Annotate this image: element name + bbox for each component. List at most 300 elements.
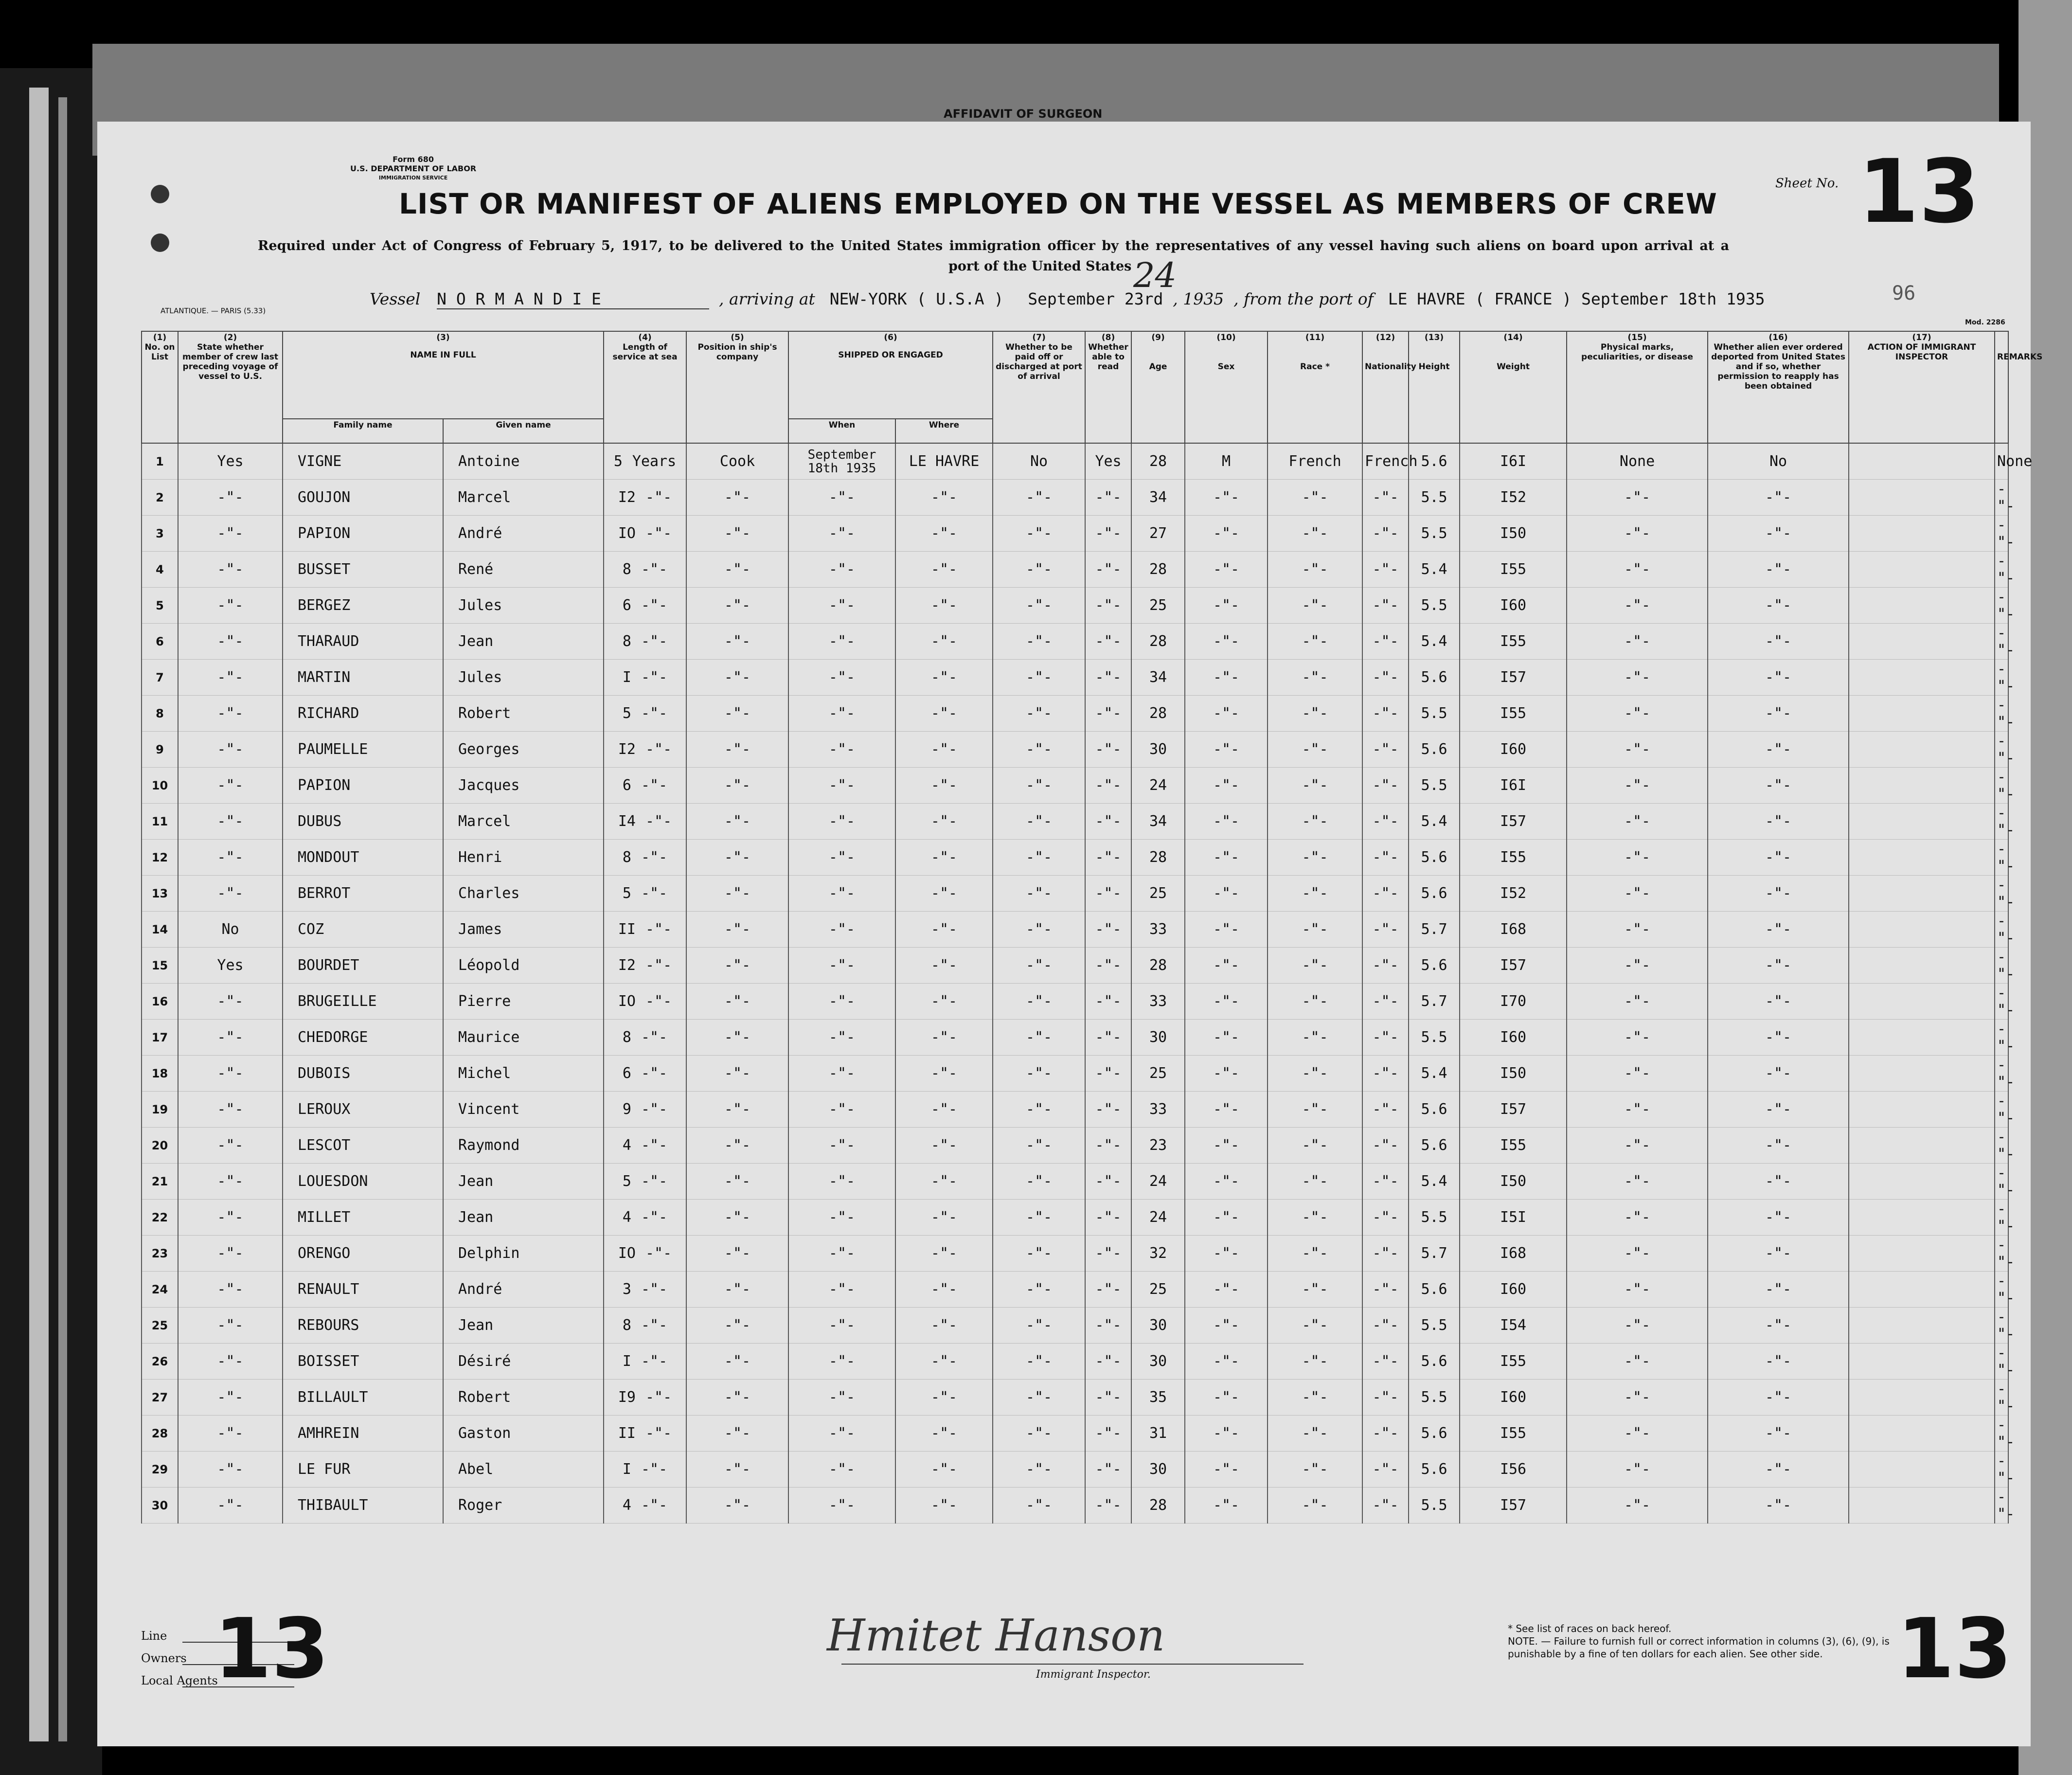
deported-cell: -"- [1708,1488,1849,1524]
age-cell: 25 [1131,1056,1185,1092]
nationality-cell: -"- [1362,660,1409,696]
previous-voyage-cell: Yes [178,948,283,984]
service-unit: -"- [641,1065,668,1082]
given-name-cell: Roger [443,1488,604,1524]
weight-cell: I55 [1460,624,1567,660]
service-unit: -"- [641,1497,668,1514]
family-name-cell: PAPION [283,516,443,552]
table-row [142,1380,2008,1416]
deported-cell: -"- [1708,948,1849,984]
shipped-where-cell: -"- [895,660,993,696]
service-unit: -"- [645,489,672,506]
height-cell: 5.6 [1409,1272,1460,1308]
service-years: I9 [618,1389,636,1406]
weight-cell: I52 [1460,876,1567,912]
age-cell: 23 [1131,1128,1185,1164]
deported-cell: -"- [1708,912,1849,948]
service-unit: -"- [645,1425,672,1442]
deported-cell: -"- [1708,552,1849,588]
age-cell: 34 [1131,480,1185,516]
arriving-port: NEW-YORK ( U.S.A ) [829,289,1004,308]
inspector-action-cell [1849,1056,1995,1092]
given-name-cell: Robert [443,696,604,732]
arrival-date: September 23rd [1028,289,1163,308]
service-unit: -"- [641,777,668,794]
given-name-cell: Antoine [443,443,604,480]
given-name-cell: James [443,912,604,948]
table-row [142,1344,2008,1380]
service-unit: -"- [641,1317,668,1334]
shipped-when-cell: -"- [788,660,895,696]
age-cell: 24 [1131,1164,1185,1200]
given-name-cell: Jean [443,624,604,660]
service-unit: -"- [645,1389,672,1406]
service-cell [604,1308,686,1344]
col-shipped-header: (6) SHIPPED OR ENGAGED [788,331,993,419]
remarks-cell: -"- [1995,1020,2008,1056]
race-cell: -"- [1268,588,1362,624]
able-to-read-cell: -"- [1085,1200,1131,1236]
position-cell: -"- [686,1272,788,1308]
position-cell: -"- [686,732,788,768]
paid-off-cell: -"- [993,912,1085,948]
able-to-read-cell: -"- [1085,480,1131,516]
race-cell: -"- [1268,1164,1362,1200]
given-name-cell: André [443,1272,604,1308]
age-cell: 33 [1131,912,1185,948]
nationality-cell: -"- [1362,948,1409,984]
signature-rule [841,1664,1304,1665]
previous-voyage-cell: -"- [178,660,283,696]
deported-cell: -"- [1708,588,1849,624]
shipped-when-cell: -"- [788,1200,895,1236]
row-number: 5 [142,588,178,624]
physical-marks-cell: -"- [1567,516,1708,552]
race-cell: -"- [1268,1092,1362,1128]
service-years: 4 [622,1497,631,1514]
deported-cell: -"- [1708,984,1849,1020]
shipped-when-cell: -"- [788,984,895,1020]
nationality-cell: -"- [1362,480,1409,516]
service-cell [604,804,686,840]
race-cell: -"- [1268,1452,1362,1488]
nationality-cell: -"- [1362,1308,1409,1344]
sex-cell: -"- [1185,1344,1268,1380]
service-years: I [622,1353,631,1370]
height-cell: 5.5 [1409,516,1460,552]
remarks-cell: -"- [1995,1128,2008,1164]
family-name-cell: MARTIN [283,660,443,696]
able-to-read-cell: -"- [1085,948,1131,984]
service-unit: -"- [641,669,668,686]
previous-voyage-cell: -"- [178,552,283,588]
service-years: IO [618,525,636,542]
remarks-cell: -"- [1995,876,2008,912]
position-cell: -"- [686,516,788,552]
paid-off-cell: -"- [993,732,1085,768]
service-cell [604,984,686,1020]
service-years: 8 [622,561,631,578]
position-cell: -"- [686,876,788,912]
family-name-cell: RICHARD [283,696,443,732]
age-cell: 28 [1131,443,1185,480]
family-name-cell: THARAUD [283,624,443,660]
document-title: LIST OR MANIFEST OF ALIENS EMPLOYED ON THE VESSEL AS MEMBERS OF CREW [399,187,1717,220]
previous-voyage-cell: -"- [178,1164,283,1200]
inspector-action-cell [1849,912,1995,948]
table-row [142,1056,2008,1092]
table-row [142,1416,2008,1452]
nationality-cell: -"- [1362,1128,1409,1164]
service-unit: -"- [641,1461,668,1478]
position-cell: -"- [686,1020,788,1056]
crew-table [141,331,2043,1524]
weight-cell: I56 [1460,1452,1567,1488]
race-cell: -"- [1268,840,1362,876]
height-cell: 5.7 [1409,912,1460,948]
able-to-read-cell: -"- [1085,732,1131,768]
age-cell: 35 [1131,1380,1185,1416]
deported-cell: -"- [1708,1128,1849,1164]
service-unit: -"- [641,1137,668,1154]
previous-voyage-cell: -"- [178,588,283,624]
previous-voyage-cell: -"- [178,1272,283,1308]
nationality-cell: -"- [1362,552,1409,588]
col-read-header: (8) Whether able to read [1085,331,1131,443]
weight-cell: I57 [1460,660,1567,696]
family-name-cell: LEROUX [283,1092,443,1128]
service-cell [604,1128,686,1164]
family-name-cell: MILLET [283,1200,443,1236]
previous-voyage-cell: -"- [178,1092,283,1128]
physical-marks-cell: -"- [1567,1308,1708,1344]
weight-cell: I57 [1460,948,1567,984]
table-row [142,912,2008,948]
remarks-cell: -"- [1995,804,2008,840]
age-cell: 28 [1131,624,1185,660]
sex-cell: -"- [1185,624,1268,660]
crew-table-body [142,443,2033,1524]
table-row [142,1272,2008,1308]
service-years: 5 [613,453,623,470]
able-to-read-cell: -"- [1085,1380,1131,1416]
table-row [142,1128,2008,1164]
height-cell: 5.5 [1409,1380,1460,1416]
sex-cell: -"- [1185,732,1268,768]
able-to-read-cell: -"- [1085,1416,1131,1452]
remarks-cell: -"- [1995,1164,2008,1200]
given-name-cell: Vincent [443,1092,604,1128]
race-cell: -"- [1268,1488,1362,1524]
age-cell: 30 [1131,1020,1185,1056]
nationality-cell: -"- [1362,1092,1409,1128]
table-row [142,948,2008,984]
col-family-name-header: Family name [283,419,443,443]
height-cell: 5.5 [1409,768,1460,804]
height-cell: 5.6 [1409,1092,1460,1128]
row-number: 7 [142,660,178,696]
shipped-when-cell: -"- [788,840,895,876]
weight-cell: I55 [1460,552,1567,588]
inspector-action-cell [1849,876,1995,912]
service-years: 4 [622,1209,631,1226]
vessel-name: N O R M A N D I E [437,289,709,309]
given-name-cell: Georges [443,732,604,768]
able-to-read-cell: -"- [1085,1236,1131,1272]
inspector-action-cell [1849,1488,1995,1524]
remarks-cell: -"- [1995,588,2008,624]
weight-cell: I70 [1460,984,1567,1020]
sex-cell: -"- [1185,696,1268,732]
nationality-cell: -"- [1362,696,1409,732]
given-name-cell: Jules [443,660,604,696]
inspector-action-cell [1849,840,1995,876]
col-race-header: (11) Race * [1268,331,1362,443]
able-to-read-cell: -"- [1085,588,1131,624]
given-name-cell: Léopold [443,948,604,984]
height-cell: 5.6 [1409,1416,1460,1452]
paid-off-cell: -"- [993,516,1085,552]
sex-cell: -"- [1185,876,1268,912]
sex-cell: -"- [1185,1128,1268,1164]
inspector-action-cell [1849,1308,1995,1344]
previous-voyage-cell: -"- [178,1344,283,1380]
height-cell: 5.5 [1409,480,1460,516]
deported-cell: -"- [1708,1344,1849,1380]
paid-off-cell: -"- [993,1128,1085,1164]
given-name-cell: Pierre [443,984,604,1020]
weight-cell: I60 [1460,1020,1567,1056]
nationality-cell: -"- [1362,1416,1409,1452]
race-cell: -"- [1268,480,1362,516]
row-number: 26 [142,1344,178,1380]
height-cell: 5.5 [1409,1020,1460,1056]
row-number: 4 [142,552,178,588]
given-name-cell: Jules [443,588,604,624]
footer-sheet-number-right: 13 [1897,1601,2012,1697]
header-row [142,331,2008,419]
paid-off-cell: -"- [993,1056,1085,1092]
service-name: IMMIGRATION SERVICE [378,175,448,181]
shipped-when-cell: -"- [788,1416,895,1452]
row-number: 28 [142,1416,178,1452]
physical-marks-cell: -"- [1567,1272,1708,1308]
nationality-cell: -"- [1362,1344,1409,1380]
height-cell: 5.6 [1409,1344,1460,1380]
shipped-when-cell: -"- [788,1056,895,1092]
nationality-cell: -"- [1362,876,1409,912]
paid-off-cell: -"- [993,1200,1085,1236]
remarks-cell: -"- [1995,660,2008,696]
service-cell [604,443,686,480]
deported-cell: No [1708,443,1849,480]
physical-marks-cell: -"- [1567,1020,1708,1056]
race-cell: -"- [1268,1344,1362,1380]
service-years: 4 [622,1137,631,1154]
row-number: 11 [142,804,178,840]
col-number-header: (1) No. on List [142,331,178,443]
race-cell: -"- [1268,768,1362,804]
age-cell: 30 [1131,1308,1185,1344]
shipped-where-cell: -"- [895,804,993,840]
local-agents-label: Local Agents [141,1674,218,1687]
given-name-cell: Robert [443,1380,604,1416]
service-years: 8 [622,849,631,866]
age-cell: 31 [1131,1416,1185,1452]
row-number: 29 [142,1452,178,1488]
deported-cell: -"- [1708,1200,1849,1236]
shipped-where-cell: -"- [895,912,993,948]
row-number: 14 [142,912,178,948]
previous-voyage-cell: -"- [178,984,283,1020]
deported-cell: -"- [1708,696,1849,732]
given-name-cell: Raymond [443,1128,604,1164]
sex-cell: -"- [1185,552,1268,588]
paid-off-cell: -"- [993,588,1085,624]
service-cell [604,1092,686,1128]
deported-cell: -"- [1708,876,1849,912]
nationality-cell: -"- [1362,1236,1409,1272]
service-years: I [622,669,631,686]
remarks-cell: -"- [1995,1092,2008,1128]
form-block [350,155,476,182]
shipped-where-cell: -"- [895,768,993,804]
physical-marks-cell: -"- [1567,588,1708,624]
physical-marks-cell: -"- [1567,480,1708,516]
shipped-where-cell: -"- [895,1164,993,1200]
position-cell: -"- [686,480,788,516]
arrival-date-correction: 24 [1133,255,1177,295]
position-cell: -"- [686,1128,788,1164]
service-unit: -"- [641,1029,668,1046]
age-cell: 34 [1131,804,1185,840]
family-name-cell: REBOURS [283,1308,443,1344]
sex-cell: -"- [1185,912,1268,948]
binding-edge [0,68,102,1775]
height-cell: 5.6 [1409,876,1460,912]
shipped-where-cell: -"- [895,984,993,1020]
nationality-cell: -"- [1362,588,1409,624]
able-to-read-cell: -"- [1085,1488,1131,1524]
position-cell: -"- [686,768,788,804]
weight-cell: I6I [1460,443,1567,480]
paid-off-cell: -"- [993,1236,1085,1272]
given-name-cell: Abel [443,1452,604,1488]
deported-cell: -"- [1708,1092,1849,1128]
service-years: I2 [618,957,636,974]
inspector-action-cell [1849,768,1995,804]
deported-cell: -"- [1708,732,1849,768]
race-cell: -"- [1268,804,1362,840]
row-number: 20 [142,1128,178,1164]
previous-voyage-cell: -"- [178,1488,283,1524]
deported-cell: -"- [1708,1416,1849,1452]
remarks-cell: -"- [1995,1380,2008,1416]
nationality-cell: -"- [1362,1020,1409,1056]
nationality-cell: -"- [1362,624,1409,660]
physical-marks-cell: -"- [1567,1164,1708,1200]
height-cell: 5.7 [1409,984,1460,1020]
previous-voyage-cell: -"- [178,876,283,912]
paid-off-cell: -"- [993,804,1085,840]
service-unit: -"- [645,525,672,542]
position-cell: -"- [686,1416,788,1452]
col-weight-header: (14) Weight [1460,331,1567,443]
arriving-label: , arriving at [719,289,815,308]
remarks-cell: -"- [1995,1308,2008,1344]
col-name-header: (3) NAME IN FULL [283,331,604,419]
race-cell: -"- [1268,1020,1362,1056]
inspector-action-cell [1849,948,1995,984]
physical-marks-cell: -"- [1567,1200,1708,1236]
shipped-where-cell: -"- [895,1308,993,1344]
given-name-cell: Jacques [443,768,604,804]
shipped-when-cell: -"- [788,624,895,660]
service-unit: -"- [641,849,668,866]
weight-cell: I50 [1460,1056,1567,1092]
race-cell: -"- [1268,696,1362,732]
physical-marks-cell: -"- [1567,1236,1708,1272]
printer-mark: ATLANTIQUE. — PARIS (5.33) [161,306,266,315]
weight-cell: I50 [1460,1164,1567,1200]
physical-marks-cell: -"- [1567,1452,1708,1488]
weight-cell: I60 [1460,1272,1567,1308]
remarks-cell: -"- [1995,624,2008,660]
paid-off-cell: -"- [993,624,1085,660]
row-number: 12 [142,840,178,876]
shipped-when-cell: September 18th 1935 [788,443,895,480]
family-name-cell: BUSSET [283,552,443,588]
service-years: 5 [622,1173,631,1190]
col-age-header: (9) Age [1131,331,1185,443]
deported-cell: -"- [1708,660,1849,696]
race-cell: -"- [1268,1200,1362,1236]
table-row [142,732,2008,768]
service-cell [604,516,686,552]
sex-cell: -"- [1185,1092,1268,1128]
previous-voyage-cell: -"- [178,1200,283,1236]
previous-voyage-cell: No [178,912,283,948]
col-nationality-header: (12) Nationality [1362,331,1409,443]
given-name-cell: Marcel [443,480,604,516]
deported-cell: -"- [1708,624,1849,660]
row-number: 21 [142,1164,178,1200]
table-row [142,804,2008,840]
sex-cell: -"- [1185,1056,1268,1092]
weight-cell: I6I [1460,768,1567,804]
inspector-signature: Hmitet Hanson [827,1610,1165,1661]
age-cell: 34 [1131,660,1185,696]
shipped-where-cell: -"- [895,516,993,552]
able-to-read-cell: -"- [1085,768,1131,804]
nationality-cell: -"- [1362,1452,1409,1488]
family-name-cell: CHEDORGE [283,1020,443,1056]
shipped-where-cell: -"- [895,732,993,768]
shipped-when-cell: -"- [788,552,895,588]
physical-marks-cell: -"- [1567,1128,1708,1164]
nationality-cell: -"- [1362,768,1409,804]
weight-cell: I55 [1460,1416,1567,1452]
paid-off-cell: -"- [993,1272,1085,1308]
shipped-where-cell: -"- [895,1380,993,1416]
inspector-action-cell [1849,804,1995,840]
inspector-action-cell [1849,1200,1995,1236]
height-cell: 5.4 [1409,1056,1460,1092]
service-cell [604,1020,686,1056]
remarks-cell: -"- [1995,840,2008,876]
shipped-when-cell: -"- [788,912,895,948]
shipped-where-cell: LE HAVRE [895,443,993,480]
